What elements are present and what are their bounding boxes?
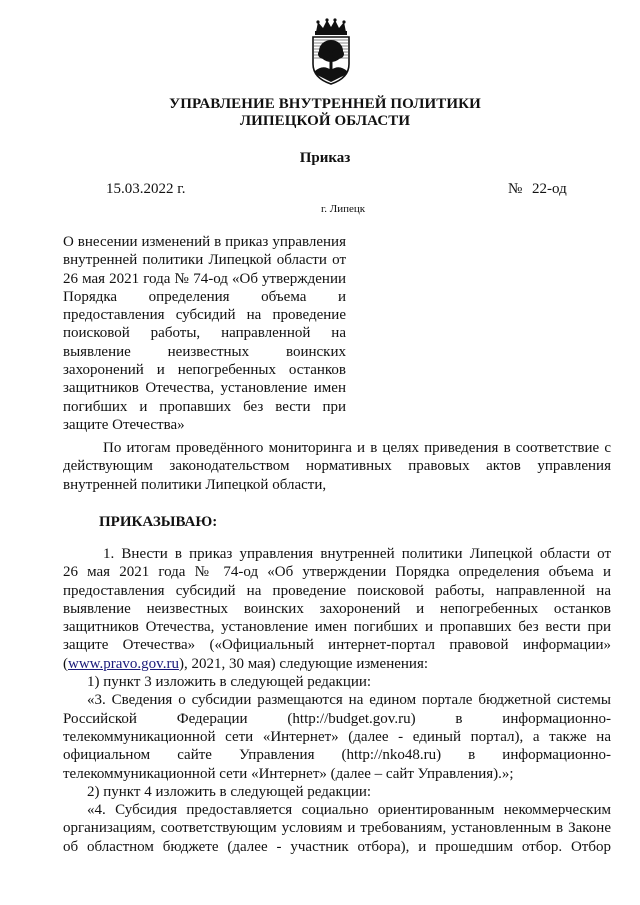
item-line: телекоммуникационной сети «Интернет» (далее – сайт Управления).»; (63, 765, 514, 782)
item-line: защитников Отечества, установление имен погибших и пропавших без вести при (63, 619, 611, 636)
subject-line: предоставления субсидий на проведение (63, 307, 346, 324)
item-line: предоставления субсидий на проведение поисковой работы, направленной на (63, 582, 611, 599)
item-line: «4. Субсидия предоставляется социально ориентированным некоммерческим (87, 802, 611, 819)
item-line: «3. Сведения о субсидии размещаются на едином портале бюджетной системы (87, 692, 611, 709)
subject-line: 26 мая 2021 года № 74-од «Об утверждении (63, 270, 346, 287)
item-line: телекоммуникационной сети «Интернет» (далее - единый портал), а также на (63, 728, 611, 745)
lipetsk-coat-of-arms-icon (304, 18, 358, 86)
item-line: 2) пункт 4 изложить в следующей редакции: (87, 783, 372, 800)
preamble-paragraph (63, 439, 611, 494)
item-line: 26 мая 2021 года № 74-од «Об утверждении Порядка определения объема и (63, 564, 611, 581)
item-line: 1. Внести в приказ управления внутренней политики Липецкой области от (103, 546, 611, 562)
subject-line: О внесении изменений в приказ управления (63, 234, 346, 250)
organization-name-line1: УПРАВЛЕНИЕ ВНУТРЕННЕЙ ПОЛИТИКИ (169, 96, 481, 112)
item-line: 1) пункт 3 изложить в следующей редакции: (87, 674, 372, 691)
link-prefix: ( (63, 655, 68, 672)
subject-line: защите Отечества» (63, 416, 185, 433)
document-type: Приказ (299, 150, 351, 166)
item-line: об областном бюджете (далее - участник отбора), и прошедшим отбор. Отбор (63, 838, 611, 855)
document-city: г. Липецк (321, 203, 366, 215)
item-line: Российской Федерации (http://budget.gov.ru) в информационно- (63, 710, 611, 727)
order-word: ПРИКАЗЫВАЮ: (99, 514, 218, 530)
order-items (63, 545, 611, 856)
preamble-line: внутренней политики Липецкой области, (63, 476, 327, 493)
subject-line: выявление неизвестных воинских (63, 343, 346, 360)
link-suffix: ), 2021, 30 мая) следующие изменения: (178, 655, 429, 672)
item-line: официальном сайте Управления (http://nko48.ru) в информационно- (63, 747, 611, 764)
subject-line: внутренней политики Липецкой области от (63, 252, 346, 269)
preamble-line: действующим законодательством нормативных правовых актов управления (63, 458, 611, 475)
document-subject (63, 233, 346, 434)
document-number-label: № (508, 181, 523, 197)
subject-line: захоронений и непогребенных останков (63, 362, 346, 379)
subject-line: Порядка определения объема и (63, 288, 346, 305)
document-number: 22-од (532, 181, 567, 197)
preamble-line: По итогам проведённого мониторинга и в целях приведения в соответствие с (103, 440, 611, 456)
subject-line: погибших и пропавших без вести при (63, 398, 346, 415)
item-line: выявление неизвестных воинских захоронений и непогребенных останков (63, 600, 611, 617)
item-line: организациям, соответствующим условиям и требованиям, установленным в Законе (63, 820, 611, 837)
item-line-with-link (63, 655, 611, 673)
subject-line: поисковой работы, направленной на (63, 325, 346, 342)
subject-line: защитников Отечества, установление имен (63, 380, 346, 397)
document-date: 15.03.2022 г. (106, 181, 186, 197)
pravo-link[interactable]: www.pravo.gov.ru (68, 655, 179, 672)
organization-name-line2: ЛИПЕЦКОЙ ОБЛАСТИ (239, 113, 411, 129)
item-line: защите Отечества» («Официальный интернет-портал правовой информации» (63, 637, 611, 654)
